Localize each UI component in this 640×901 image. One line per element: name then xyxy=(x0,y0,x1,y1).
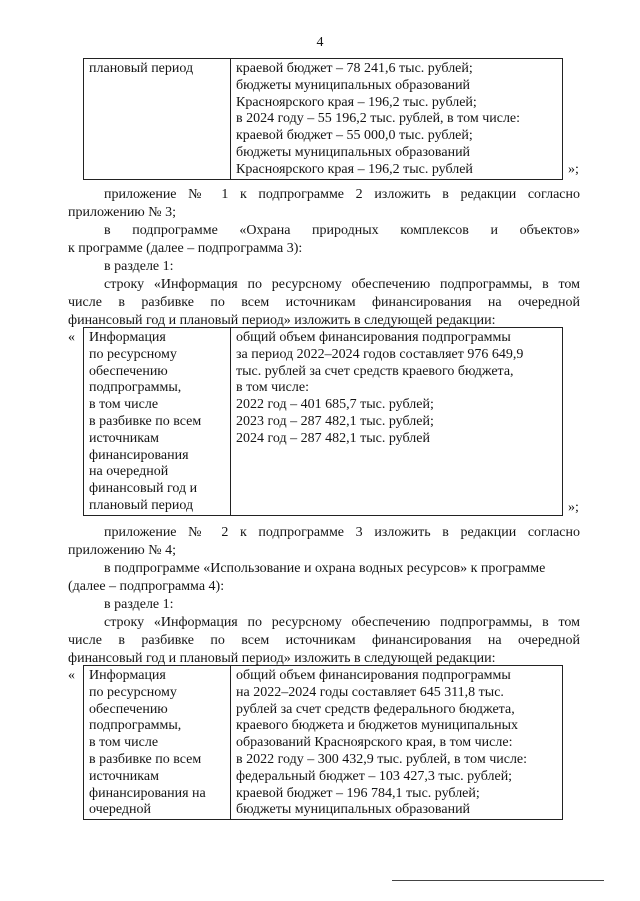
table3-right-line: общий объем финансирования подпрограммы xyxy=(236,668,511,683)
paragraph-line: в подпрограмме «Использование и охрана водных ресурсов» к программе xyxy=(104,561,546,576)
table3-left-line: в том числе xyxy=(89,735,159,751)
table3-left-line: обеспечению xyxy=(89,701,168,717)
table2-left-line: на очередной xyxy=(89,464,169,480)
paragraph-row-info-b xyxy=(68,614,580,668)
table3-right-line: федеральный бюджет – 103 427,3 тыс. рублей; xyxy=(236,768,513,784)
table3-right-line: в 2022 году – 300 432,9 тыс. рублей, в том числе: xyxy=(236,751,528,767)
paragraph-row-info xyxy=(68,276,580,330)
table2-right-line: тыс. рублей за счет средств краевого бюджета, xyxy=(236,363,514,379)
table1-right-lines xyxy=(236,61,558,179)
paragraph-line: финансовый год и плановый период» изложить в следующей редакции: xyxy=(68,651,496,666)
paragraph-subprogram-4 xyxy=(68,560,580,596)
table3-left-line: Информация xyxy=(89,668,166,683)
table1-left-cell xyxy=(84,59,231,180)
paragraph-line: числе в разбивке по всем источникам финансирования на очередной xyxy=(68,295,580,310)
paragraph-section-1 xyxy=(68,258,580,276)
table1-left-line: плановый период xyxy=(89,61,194,76)
table2-right-lines xyxy=(236,330,558,448)
table2-right-line: общий объем финансирования подпрограммы xyxy=(236,330,511,345)
table1-right-line: бюджеты муниципальных образований xyxy=(236,144,471,160)
table3-right-line: рублей за счет средств федерального бюджета, xyxy=(236,701,515,717)
table2-close-quote: »; xyxy=(568,500,579,515)
table2-left-cell xyxy=(84,328,231,516)
table-subprogram-4 xyxy=(83,665,563,820)
paragraph-line: числе в разбивке по всем источникам финансирования на очередной xyxy=(68,633,580,648)
table2-left-line: плановый период xyxy=(89,497,194,513)
paragraph-appendix-2 xyxy=(68,524,580,560)
table3-left-line: в разбивке по всем xyxy=(89,751,202,767)
table1-right-line: краевой бюджет – 78 241,6 тыс. рублей; xyxy=(236,61,473,76)
table3-right-line: краевой бюджет – 196 784,1 тыс. рублей; xyxy=(236,785,480,801)
paragraph-line: (далее – подпрограмма 4): xyxy=(68,579,225,594)
paragraph-line: в разделе 1: xyxy=(104,597,174,612)
table1-right-line: Красноярского края – 196,2 тыс. рублей; xyxy=(236,94,477,110)
table3-right-line: образований Красноярского края, в том числе: xyxy=(236,735,513,751)
table3-left-line: финансирования на xyxy=(89,785,206,801)
paragraph-line: приложение № 2 к подпрограмме 3 изложить в редакции согласно xyxy=(104,525,580,540)
paragraph-line: приложение № 1 к подпрограмме 2 изложить в редакции согласно xyxy=(104,187,580,202)
table2-open-quote: « xyxy=(68,330,75,345)
footer-rule xyxy=(392,880,604,881)
paragraph-line: приложению № 4; xyxy=(68,543,177,558)
table2-left-line: финансирования xyxy=(89,447,189,463)
table2-right-line: 2024 год – 287 482,1 тыс. рублей xyxy=(236,430,430,446)
table3-right-cell xyxy=(231,666,563,820)
table3-left-lines xyxy=(89,668,226,819)
table1-close-quote: »; xyxy=(568,162,579,177)
table2-right-line: в том числе: xyxy=(236,380,309,396)
table2-right-line: 2023 год – 287 482,1 тыс. рублей; xyxy=(236,413,434,429)
table3-right-line: на 2022–2024 годы составляет 645 311,8 тыс. xyxy=(236,684,504,700)
paragraph-line: финансовый год и плановый период» изложить в следующей редакции: xyxy=(68,313,496,328)
table2-left-line: в разбивке по всем xyxy=(89,413,202,429)
table3-left-line: очередной xyxy=(89,802,152,818)
table3-left-line: подпрограммы, xyxy=(89,718,182,734)
table-subprogram-3 xyxy=(83,327,563,516)
table2-left-line: обеспечению xyxy=(89,363,168,379)
table3-open-quote: « xyxy=(68,668,75,683)
table3-left-line: источникам xyxy=(89,768,159,784)
table2-left-line: Информация xyxy=(89,330,166,345)
table2-right-line: 2022 год – 401 685,7 тыс. рублей; xyxy=(236,397,434,413)
table3-right-line: бюджеты муниципальных образований xyxy=(236,802,471,818)
table1-right-line: краевой бюджет – 55 000,0 тыс. рублей; xyxy=(236,128,473,144)
table-continuation xyxy=(83,58,563,180)
table2-left-line: источникам xyxy=(89,430,159,446)
table3-left-cell xyxy=(84,666,231,820)
table2-right-line: за период 2022–2024 годов составляет 976 649,9 xyxy=(236,346,524,362)
table1-right-line: Красноярского края – 196,2 тыс. рублей xyxy=(236,161,473,177)
table2-left-line: в том числе xyxy=(89,397,159,413)
table3-right-lines xyxy=(236,668,558,819)
table2-left-line: финансовый год и xyxy=(89,481,198,497)
table1-right-line: бюджеты муниципальных образований xyxy=(236,77,471,93)
paragraph-section-1b xyxy=(68,596,580,614)
paragraph-line: строку «Информация по ресурсному обеспечению подпрограммы, в том xyxy=(104,615,580,630)
paragraph-line: строку «Информация по ресурсному обеспечению подпрограммы, в том xyxy=(104,277,580,292)
paragraph-line: приложению № 3; xyxy=(68,205,177,220)
table2-left-line: подпрограммы, xyxy=(89,380,182,396)
paragraph-line: к программе (далее – подпрограмма 3): xyxy=(68,241,303,256)
paragraph-appendix-1 xyxy=(68,186,580,222)
table2-left-line: по ресурсному xyxy=(89,346,177,362)
table1-right-line: в 2024 году – 55 196,2 тыс. рублей, в том числе: xyxy=(236,111,521,127)
table1-right-cell xyxy=(231,59,563,180)
paragraph-line: в разделе 1: xyxy=(104,259,174,274)
table1-left-lines xyxy=(89,61,226,78)
paragraph-line: в подпрограмме «Охрана природных комплексов и объектов» xyxy=(104,223,580,238)
table3-right-line: краевого бюджета и бюджетов муниципальных xyxy=(236,718,518,734)
table2-right-cell xyxy=(231,328,563,516)
paragraph-subprogram-3 xyxy=(68,222,580,258)
page-number: 4 xyxy=(316,35,324,50)
table3-left-line: по ресурсному xyxy=(89,684,177,700)
table2-left-lines xyxy=(89,330,226,515)
